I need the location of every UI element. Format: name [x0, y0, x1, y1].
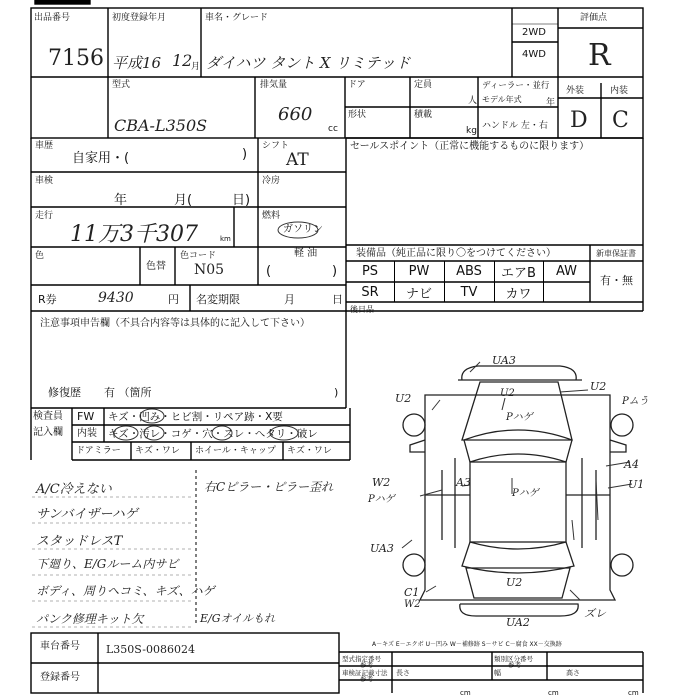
use-value: 自家用・(: [72, 151, 130, 166]
length-label: 長さ: [396, 669, 410, 677]
shift-label: シフト: [262, 141, 290, 151]
lot-number-label: 出品番号: [34, 13, 71, 23]
exterior-label: 外装: [566, 86, 585, 96]
height-unit: cm: [628, 689, 639, 697]
interior-check-label: 内装: [77, 428, 97, 439]
color-label: 色: [35, 251, 45, 261]
equip-navi: ナビ: [394, 282, 445, 302]
inspection-year: 年: [114, 193, 128, 208]
remark-c-pillar: 右Cピラー・ピラー歪れ: [204, 480, 334, 494]
color-code-value: N05: [194, 262, 225, 278]
cert-type-label: 型式指定番号: [342, 655, 381, 663]
remark-body: ボディ、周りヘコミ、キズ、ハゲ: [36, 584, 215, 598]
equip-aw: AW: [555, 264, 578, 279]
damage-legend: A－キズ E－エクボ U－凹み W－補修跡 S－サビ C－腐食 XX－交換跡: [372, 641, 562, 648]
mileage-label: 走行: [35, 211, 54, 221]
drive-4wd: 4WD: [522, 49, 546, 60]
size-label: 車検証記載寸法: [342, 669, 388, 677]
color-change-label: 色替: [146, 261, 166, 272]
mark-ua3-left: UA3: [370, 542, 394, 555]
recycle-label: R券: [38, 293, 57, 306]
color-code-label: 色コード: [180, 251, 217, 261]
size-ref: 参考: [360, 675, 373, 683]
shift-value: AT: [286, 150, 309, 170]
guarantee-label: 新車保証書: [596, 249, 636, 258]
wheel-cap-check: キズ・ワレ: [287, 446, 332, 456]
guarantee-value: 有・無: [600, 274, 633, 287]
displacement-label: 排気量: [260, 80, 288, 90]
remark-studless: スタッドレスT: [36, 534, 123, 549]
equip-sr: SR: [346, 282, 395, 302]
mark-zure: ズレ: [584, 607, 606, 620]
door-mirror-label: ドアミラー: [76, 446, 121, 456]
repair-history-close: ): [334, 386, 339, 399]
car-name-label: 車名・グレード: [205, 13, 269, 23]
mark-u2-left: U2: [395, 392, 412, 405]
transfer-day: 日: [332, 293, 343, 306]
chassis-number-value: L350S-0086024: [106, 643, 195, 656]
category-label: 類別区分番号: [494, 655, 533, 663]
interior-score: C: [612, 108, 629, 133]
interior-checklist: キズ・汚レ・コゲ・穴・スレ・へタリ・破レ: [108, 428, 318, 440]
transfer-deadline-label: 名変期限: [196, 293, 240, 306]
capacity-label: 定員: [414, 80, 433, 90]
equip-abs: ABS: [444, 261, 495, 282]
score-value: R: [588, 38, 611, 73]
mark-p-hage-roof: Pハゲ: [512, 488, 539, 499]
transfer-month: 月: [284, 293, 295, 306]
displacement-unit: cc: [328, 124, 338, 134]
drive-2wd: 2WD: [522, 27, 546, 38]
model-year-unit: 年: [546, 98, 556, 108]
category-ref: 参考: [508, 661, 521, 669]
use-label: 車歴: [35, 141, 54, 151]
lot-number: 7156: [48, 46, 104, 71]
mark-c1: C1: [404, 586, 420, 599]
equip-pw: PW: [394, 261, 445, 282]
door-label: ドア: [348, 80, 366, 90]
shape-label: 形状: [348, 110, 367, 120]
registration-number-label: 登録番号: [40, 672, 80, 683]
mark-u2-top: U2: [500, 388, 515, 399]
height-label: 高さ: [566, 669, 580, 677]
use-close: ): [242, 147, 248, 162]
notes-title: 注意事項申告欄（不具合内容等は具体的に記入して下さい）: [40, 318, 310, 329]
fw-label: FW: [77, 410, 95, 423]
inspection-label: 車検: [35, 176, 54, 186]
mark-p-hage-hood: Pハゲ: [506, 412, 533, 423]
car-name-value: ダイハツ タント X リミテッド: [206, 54, 411, 72]
mileage-value: 11万3千307: [70, 222, 198, 247]
mark-u2-rear: U2: [506, 576, 523, 589]
score-label: 評価点: [580, 13, 608, 23]
mark-a4: A4: [624, 458, 639, 471]
inspector-circles: [104, 408, 350, 442]
equip-tv: TV: [444, 282, 495, 302]
mileage-unit: km: [220, 235, 231, 243]
mark-ua3-front: UA3: [492, 354, 516, 367]
remark-sun-visor: サンバイザーハゲ: [36, 507, 138, 522]
load-label: 積載: [414, 110, 433, 120]
repair-history-label: 修復歴: [48, 386, 81, 399]
fw-checklist: キズ・凹み・ヒビ割・リペア跡・X要: [108, 411, 283, 423]
recycle-value: 9430: [98, 290, 134, 306]
mark-u2-right: U2: [590, 380, 607, 393]
mark-ua2: UA2: [506, 616, 530, 629]
exterior-score: D: [570, 108, 588, 133]
first-reg-era: 平成16: [112, 54, 162, 72]
width-unit: cm: [548, 689, 559, 697]
model-year-label: モデル年式: [482, 95, 522, 104]
remark-puncture-kit: パンク修理キット欠: [36, 612, 144, 626]
capacity-unit: 人: [468, 96, 478, 106]
inspection-day: 日): [232, 193, 251, 208]
recycle-unit: 円: [168, 293, 179, 306]
inspector-label-2: 記入欄: [33, 427, 63, 438]
fuel-diesel: 軽 油: [294, 248, 318, 259]
mark-w2-b: W2: [404, 599, 421, 610]
equip-leather: カワ: [494, 282, 544, 302]
repair-history-value: 有 （箇所: [104, 386, 152, 399]
fuel-label: 燃料: [262, 211, 281, 221]
displacement-value: 660: [278, 104, 313, 125]
mark-w2: W2: [372, 476, 391, 489]
door-mirror-check: キズ・ワレ: [135, 446, 180, 456]
mark-pmu3: Pムう: [622, 396, 649, 407]
cert-type-ref: 参考: [360, 661, 373, 669]
remark-lines: [32, 470, 194, 628]
equipment-title: 装備品（純正品に限り〇をつけてください）: [356, 248, 556, 259]
handle-label: ハンドル 左・右: [482, 121, 548, 131]
mark-u1: U1: [628, 478, 645, 491]
mark-a3: A3: [456, 476, 471, 489]
model-type-label: 型式: [112, 80, 131, 90]
fuel-gasoline: ガソリン: [283, 224, 323, 235]
length-unit: cm: [460, 689, 471, 697]
first-reg-month-unit: 月: [191, 62, 201, 72]
equip-ps: PS: [346, 261, 395, 282]
model-type-value: CBA-L350S: [114, 116, 208, 135]
fuel-paren-close: ): [332, 264, 338, 279]
sales-point-label: セールスポイント（正常に機能するものに限ります）: [350, 141, 590, 152]
aircon-label: 冷房: [262, 176, 281, 186]
first-reg-label: 初度登録年月: [112, 13, 167, 23]
remark-underbody: 下廻り、E/Gルーム内サビ: [36, 557, 179, 571]
width-label: 幅: [494, 669, 501, 677]
later-items-label: 後日品: [350, 305, 374, 314]
inspector-label-1: 検査員: [33, 411, 63, 422]
mark-p-hage-left: Pハゲ: [368, 494, 395, 505]
wheel-cap-label: ホイール・キャップ: [195, 446, 276, 456]
interior-label: 内装: [610, 86, 629, 96]
equip-airbag: エアB: [494, 261, 544, 282]
dealer-label: ディーラー・並行: [482, 81, 550, 91]
first-reg-month: 12: [172, 51, 193, 70]
remark-oil-leak: E/Gオイルもれ: [200, 612, 275, 625]
remark-ac: A/C冷えない: [36, 482, 112, 497]
load-unit: kg: [466, 126, 477, 136]
chassis-number-label: 車台番号: [40, 641, 80, 652]
fuel-paren-open: (: [266, 264, 272, 279]
inspection-month: 月(: [174, 193, 193, 208]
